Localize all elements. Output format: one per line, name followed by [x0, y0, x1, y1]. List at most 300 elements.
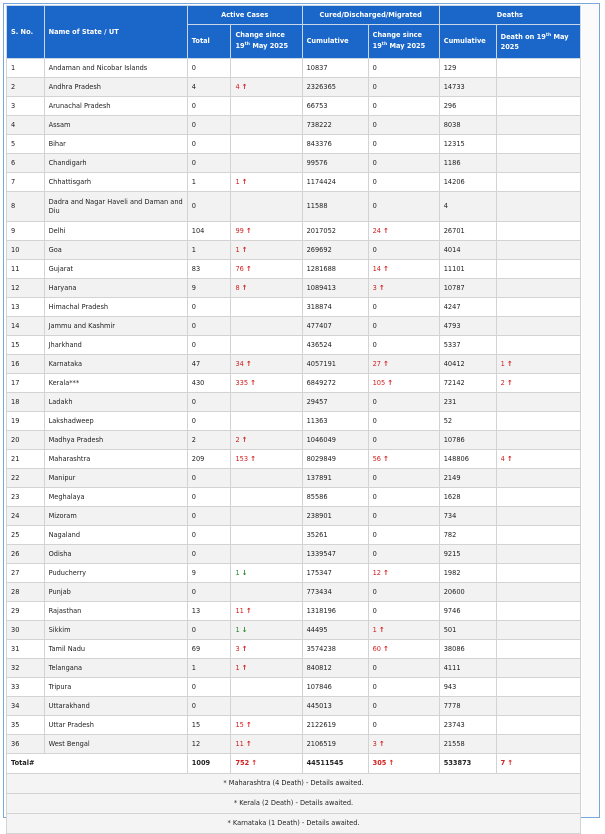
footnote-row — [7, 794, 581, 814]
cell-state: Odisha — [44, 545, 187, 564]
cell-active-change — [231, 241, 302, 260]
header-cured-cumulative: Cumulative — [302, 25, 368, 59]
cell-active-change — [231, 374, 302, 393]
table-row — [7, 678, 581, 697]
table-row — [7, 135, 581, 154]
cell-deaths-cumulative: 148806 — [439, 450, 496, 469]
cell-cured-cumulative: 1174424 — [302, 173, 368, 192]
cell-active-total: 209 — [187, 450, 231, 469]
arrow-up-icon: ↑ — [241, 283, 248, 292]
cell-active-total: 0 — [187, 488, 231, 507]
arrow-up-icon: ↑ — [245, 606, 252, 615]
cell-cured-change — [368, 450, 439, 469]
cell-deaths-change — [496, 298, 580, 317]
cell-active-change — [231, 355, 302, 374]
cell-state: Kerala*** — [44, 374, 187, 393]
table-row — [7, 526, 581, 545]
cell-active-change — [231, 78, 302, 97]
cell-state: Maharashtra — [44, 450, 187, 469]
cell-active-total: 13 — [187, 602, 231, 621]
total-cured-change-value: 305 — [372, 759, 387, 768]
cell-active-change-value: 1 — [235, 245, 240, 254]
cell-cured-change — [368, 431, 439, 450]
cell-active-total: 430 — [187, 374, 231, 393]
arrow-up-icon: ↑ — [378, 625, 385, 634]
cell-sno: 21 — [7, 450, 45, 469]
cell-cured-change-value: 56 — [372, 454, 381, 463]
cell-state: Andaman and Nicobar Islands — [44, 59, 187, 78]
cell-cured-change-value: 0 — [372, 101, 377, 110]
cell-cured-change-value: 0 — [372, 63, 377, 72]
cell-state: Jammu and Kashmir — [44, 317, 187, 336]
cell-cured-change-value: 0 — [372, 720, 377, 729]
cell-active-change-value: 11 — [235, 606, 244, 615]
cell-active-change — [231, 716, 302, 735]
cell-sno: 4 — [7, 116, 45, 135]
cell-deaths-change — [496, 659, 580, 678]
cell-sno: 17 — [7, 374, 45, 393]
cell-cured-change — [368, 545, 439, 564]
cell-state: Karnataka — [44, 355, 187, 374]
cell-sno: 11 — [7, 260, 45, 279]
cell-state: Sikkim — [44, 621, 187, 640]
cell-cured-cumulative: 269692 — [302, 241, 368, 260]
cell-cured-change — [368, 507, 439, 526]
cell-deaths-change — [496, 526, 580, 545]
cell-sno: 15 — [7, 336, 45, 355]
cell-cured-cumulative: 436524 — [302, 336, 368, 355]
cell-sno: 30 — [7, 621, 45, 640]
cell-deaths-cumulative: 1982 — [439, 564, 496, 583]
cell-cured-change — [368, 116, 439, 135]
cell-sno: 25 — [7, 526, 45, 545]
total-deaths-change — [496, 754, 580, 774]
arrow-up-icon: ↑ — [250, 454, 256, 463]
cell-active-total: 0 — [187, 526, 231, 545]
cell-active-change-value: 2 — [235, 435, 240, 444]
cell-active-change — [231, 602, 302, 621]
cell-sno: 5 — [7, 135, 45, 154]
cell-cured-change-value: 0 — [372, 158, 377, 167]
cell-cured-change — [368, 97, 439, 116]
cell-sno: 36 — [7, 735, 45, 754]
cell-deaths-change — [496, 602, 580, 621]
table-row — [7, 97, 581, 116]
cell-deaths-change — [496, 260, 580, 279]
cell-cured-cumulative: 318874 — [302, 298, 368, 317]
cell-deaths-change — [496, 621, 580, 640]
cell-cured-change — [368, 716, 439, 735]
cell-cured-change — [368, 393, 439, 412]
cell-cured-cumulative: 2017052 — [302, 222, 368, 241]
header-cured: Cured/Discharged/Migrated — [302, 6, 439, 25]
cell-cured-cumulative: 1339547 — [302, 545, 368, 564]
footnote: * Maharashtra (4 Death) - Details awaited. — [7, 774, 581, 794]
cell-deaths-cumulative: 4247 — [439, 298, 496, 317]
cell-sno: 35 — [7, 716, 45, 735]
arrow-up-icon: ↑ — [378, 283, 385, 292]
cell-state: Goa — [44, 241, 187, 260]
cell-active-change — [231, 526, 302, 545]
cell-state: Chhattisgarh — [44, 173, 187, 192]
cell-active-change — [231, 116, 302, 135]
cell-active-change-value: 1 — [235, 568, 240, 577]
cell-cured-change-value: 0 — [372, 416, 377, 425]
cell-active-change — [231, 583, 302, 602]
cell-deaths-cumulative: 8038 — [439, 116, 496, 135]
cell-cured-cumulative: 29457 — [302, 393, 368, 412]
table-row — [7, 716, 581, 735]
table-row — [7, 450, 581, 469]
cell-deaths-change — [496, 640, 580, 659]
cell-deaths-cumulative: 4793 — [439, 317, 496, 336]
cell-cured-change-value: 0 — [372, 340, 377, 349]
cell-sno: 20 — [7, 431, 45, 450]
footnote-row — [7, 814, 581, 834]
cell-deaths-cumulative: 40412 — [439, 355, 496, 374]
arrow-up-icon: ↑ — [245, 739, 252, 748]
cell-active-total: 1 — [187, 241, 231, 260]
cell-sno: 9 — [7, 222, 45, 241]
cell-deaths-cumulative: 4111 — [439, 659, 496, 678]
cell-state: Chandigarh — [44, 154, 187, 173]
arrow-up-icon: ↑ — [383, 264, 389, 273]
arrow-up-icon: ↑ — [245, 264, 252, 273]
cell-sno: 16 — [7, 355, 45, 374]
cell-active-change — [231, 192, 302, 222]
cell-cured-change-value: 24 — [372, 226, 381, 235]
cell-sno: 6 — [7, 154, 45, 173]
cell-cured-cumulative: 3574238 — [302, 640, 368, 659]
arrow-up-icon: ↑ — [245, 359, 252, 368]
cell-active-total: 0 — [187, 507, 231, 526]
cell-deaths-change — [496, 116, 580, 135]
cell-cured-change-value: 0 — [372, 549, 377, 558]
cell-deaths-cumulative: 11101 — [439, 260, 496, 279]
cell-state: Arunachal Pradesh — [44, 97, 187, 116]
total-deaths-change-value: 7 — [500, 759, 506, 768]
header-deaths-cumulative: Cumulative — [439, 25, 496, 59]
cell-active-total: 1 — [187, 659, 231, 678]
cell-active-total: 0 — [187, 116, 231, 135]
cell-active-total: 0 — [187, 135, 231, 154]
cell-active-change-value: 99 — [235, 226, 244, 235]
cell-sno: 26 — [7, 545, 45, 564]
cell-active-change — [231, 336, 302, 355]
cell-state: Punjab — [44, 583, 187, 602]
cell-active-change-value: 335 — [235, 378, 249, 387]
cell-deaths-cumulative: 4014 — [439, 241, 496, 260]
header-active-change: Change since 19th May 2025 — [231, 25, 302, 59]
cell-state: Telangana — [44, 659, 187, 678]
cell-active-total: 2 — [187, 431, 231, 450]
cell-deaths-change — [496, 450, 580, 469]
cell-cured-change — [368, 317, 439, 336]
cell-cured-cumulative: 1089413 — [302, 279, 368, 298]
cell-deaths-change — [496, 545, 580, 564]
cell-state: Himachal Pradesh — [44, 298, 187, 317]
covid-status-table-frame — [3, 3, 600, 828]
cell-deaths-change-value: 1 — [500, 359, 505, 368]
cell-active-total: 4 — [187, 78, 231, 97]
cell-active-change-value: 8 — [235, 283, 240, 292]
header-active-cases: Active Cases — [187, 6, 302, 25]
cell-cured-change — [368, 697, 439, 716]
cell-active-change — [231, 678, 302, 697]
cell-cured-change-value: 0 — [372, 682, 377, 691]
cell-state: Rajasthan — [44, 602, 187, 621]
table-row — [7, 507, 581, 526]
cell-state: Haryana — [44, 279, 187, 298]
cell-active-change — [231, 173, 302, 192]
cell-sno: 24 — [7, 507, 45, 526]
cell-sno: 2 — [7, 78, 45, 97]
cell-state: Jharkhand — [44, 336, 187, 355]
cell-sno: 34 — [7, 697, 45, 716]
cell-active-total: 0 — [187, 697, 231, 716]
arrow-up-icon: ↑ — [383, 644, 389, 653]
header-active-total: Total — [187, 25, 231, 59]
cell-active-total: 0 — [187, 583, 231, 602]
table-row — [7, 336, 581, 355]
cell-deaths-change — [496, 488, 580, 507]
cell-cured-cumulative: 1318196 — [302, 602, 368, 621]
footnote: * Kerala (2 Death) - Details awaited. — [7, 794, 581, 814]
cell-active-total: 0 — [187, 678, 231, 697]
table-row — [7, 621, 581, 640]
cell-state: Ladakh — [44, 393, 187, 412]
cell-cured-cumulative: 107846 — [302, 678, 368, 697]
cell-active-total: 0 — [187, 317, 231, 336]
cell-deaths-cumulative: 52 — [439, 412, 496, 431]
covid-state-table — [6, 5, 581, 834]
cell-cured-change — [368, 659, 439, 678]
cell-deaths-cumulative: 21558 — [439, 735, 496, 754]
cell-active-change — [231, 545, 302, 564]
cell-sno: 19 — [7, 412, 45, 431]
cell-deaths-change — [496, 154, 580, 173]
cell-active-total: 0 — [187, 298, 231, 317]
cell-cured-cumulative: 66753 — [302, 97, 368, 116]
cell-sno: 12 — [7, 279, 45, 298]
cell-deaths-change — [496, 431, 580, 450]
cell-deaths-change — [496, 173, 580, 192]
cell-cured-change-value: 0 — [372, 177, 377, 186]
cell-cured-cumulative: 11588 — [302, 192, 368, 222]
cell-state: Bihar — [44, 135, 187, 154]
cell-cured-change — [368, 374, 439, 393]
total-label: Total# — [7, 754, 188, 774]
cell-active-change — [231, 59, 302, 78]
cell-cured-change-value: 3 — [372, 283, 377, 292]
cell-cured-change — [368, 260, 439, 279]
cell-active-total: 15 — [187, 716, 231, 735]
cell-state: Meghalaya — [44, 488, 187, 507]
cell-active-total: 9 — [187, 564, 231, 583]
cell-cured-cumulative: 4057191 — [302, 355, 368, 374]
cell-cured-change-value: 0 — [372, 321, 377, 330]
table-row — [7, 697, 581, 716]
cell-cured-change — [368, 59, 439, 78]
cell-cured-change-value: 0 — [372, 511, 377, 520]
cell-deaths-cumulative: 296 — [439, 97, 496, 116]
total-active: 1009 — [187, 754, 231, 774]
cell-active-total: 83 — [187, 260, 231, 279]
cell-sno: 18 — [7, 393, 45, 412]
cell-deaths-change — [496, 678, 580, 697]
cell-active-total: 0 — [187, 59, 231, 78]
cell-state: Dadra and Nagar Haveli and Daman and Diu — [44, 192, 187, 222]
cell-deaths-change — [496, 135, 580, 154]
cell-deaths-change — [496, 59, 580, 78]
cell-cured-change — [368, 298, 439, 317]
header-cured-change: Change since 19th May 2025 — [368, 25, 439, 59]
cell-deaths-cumulative: 9215 — [439, 545, 496, 564]
cell-active-change — [231, 298, 302, 317]
cell-active-change-value: 1 — [235, 177, 240, 186]
arrow-up-icon: ↑ — [241, 82, 248, 91]
cell-state: Assam — [44, 116, 187, 135]
cell-sno: 28 — [7, 583, 45, 602]
table-row — [7, 469, 581, 488]
cell-state: Delhi — [44, 222, 187, 241]
header-deaths: Deaths — [439, 6, 580, 25]
cell-cured-change-value: 105 — [372, 378, 386, 387]
cell-active-total: 69 — [187, 640, 231, 659]
cell-active-change — [231, 222, 302, 241]
scrollbar-track[interactable] — [582, 4, 599, 817]
cell-sno: 33 — [7, 678, 45, 697]
cell-deaths-cumulative: 14733 — [439, 78, 496, 97]
cell-active-change — [231, 621, 302, 640]
cell-deaths-change — [496, 564, 580, 583]
table-row — [7, 735, 581, 754]
cell-deaths-cumulative: 9746 — [439, 602, 496, 621]
cell-state: Manipur — [44, 469, 187, 488]
cell-state: Tripura — [44, 678, 187, 697]
cell-cured-change-value: 0 — [372, 473, 377, 482]
cell-state: Nagaland — [44, 526, 187, 545]
cell-sno: 1 — [7, 59, 45, 78]
cell-cured-change — [368, 279, 439, 298]
total-row — [7, 754, 581, 774]
cell-cured-change — [368, 602, 439, 621]
cell-deaths-cumulative: 26701 — [439, 222, 496, 241]
cell-deaths-cumulative: 14206 — [439, 173, 496, 192]
table-row — [7, 659, 581, 678]
cell-deaths-cumulative: 1186 — [439, 154, 496, 173]
cell-active-change — [231, 697, 302, 716]
cell-deaths-change — [496, 412, 580, 431]
cell-deaths-change — [496, 583, 580, 602]
cell-cured-change — [368, 488, 439, 507]
cell-deaths-change — [496, 241, 580, 260]
cell-deaths-cumulative: 72142 — [439, 374, 496, 393]
table-row — [7, 355, 581, 374]
cell-cured-cumulative: 175347 — [302, 564, 368, 583]
cell-deaths-cumulative: 231 — [439, 393, 496, 412]
cell-deaths-change — [496, 735, 580, 754]
cell-cured-change-value: 0 — [372, 587, 377, 596]
table-row — [7, 393, 581, 412]
cell-deaths-change — [496, 374, 580, 393]
total-cured: 44511545 — [302, 754, 368, 774]
cell-cured-change — [368, 621, 439, 640]
cell-active-change — [231, 393, 302, 412]
cell-deaths-change — [496, 469, 580, 488]
cell-sno: 31 — [7, 640, 45, 659]
cell-active-change — [231, 412, 302, 431]
cell-cured-change-value: 0 — [372, 530, 377, 539]
cell-cured-change — [368, 192, 439, 222]
cell-active-change-value: 4 — [235, 82, 240, 91]
arrow-up-icon: ↑ — [383, 359, 389, 368]
cell-deaths-change — [496, 716, 580, 735]
cell-cured-change-value: 12 — [372, 568, 381, 577]
cell-cured-change-value: 27 — [372, 359, 381, 368]
cell-cured-cumulative: 8029849 — [302, 450, 368, 469]
cell-sno: 32 — [7, 659, 45, 678]
table-row — [7, 241, 581, 260]
cell-deaths-cumulative: 7778 — [439, 697, 496, 716]
header-state: Name of State / UT — [44, 6, 187, 59]
cell-cured-cumulative: 6849272 — [302, 374, 368, 393]
table-row — [7, 222, 581, 241]
arrow-up-icon: ↑ — [388, 759, 395, 768]
cell-sno: 10 — [7, 241, 45, 260]
cell-cured-change — [368, 735, 439, 754]
cell-active-change — [231, 564, 302, 583]
table-row — [7, 173, 581, 192]
cell-active-change — [231, 135, 302, 154]
cell-active-change-value: 3 — [235, 644, 240, 653]
cell-active-change-value: 1 — [235, 625, 240, 634]
table-row — [7, 431, 581, 450]
arrow-up-icon: ↑ — [245, 226, 252, 235]
cell-cured-cumulative: 445013 — [302, 697, 368, 716]
footnote-row — [7, 774, 581, 794]
cell-active-total: 12 — [187, 735, 231, 754]
cell-state: Puducherry — [44, 564, 187, 583]
footnote: * Karnataka (1 Death) - Details awaited. — [7, 814, 581, 834]
cell-cured-change — [368, 222, 439, 241]
cell-cured-change — [368, 640, 439, 659]
arrow-up-icon: ↑ — [507, 759, 514, 768]
cell-cured-change — [368, 336, 439, 355]
cell-active-total: 0 — [187, 412, 231, 431]
table-row — [7, 154, 581, 173]
cell-state: Uttarakhand — [44, 697, 187, 716]
arrow-up-icon: ↑ — [506, 378, 513, 387]
cell-cured-cumulative: 840812 — [302, 659, 368, 678]
table-body — [7, 59, 581, 834]
cell-deaths-change — [496, 317, 580, 336]
cell-deaths-cumulative: 2149 — [439, 469, 496, 488]
cell-cured-change-value: 60 — [372, 644, 381, 653]
cell-deaths-change — [496, 192, 580, 222]
cell-sno: 8 — [7, 192, 45, 222]
arrow-up-icon: ↑ — [251, 759, 258, 768]
arrow-down-icon: ↓ — [241, 568, 248, 577]
table-row — [7, 260, 581, 279]
cell-active-change — [231, 640, 302, 659]
cell-deaths-cumulative: 129 — [439, 59, 496, 78]
cell-active-change — [231, 154, 302, 173]
cell-state: Mizoram — [44, 507, 187, 526]
arrow-up-icon: ↑ — [245, 720, 252, 729]
cell-active-change — [231, 469, 302, 488]
cell-active-change-value: 153 — [235, 454, 249, 463]
